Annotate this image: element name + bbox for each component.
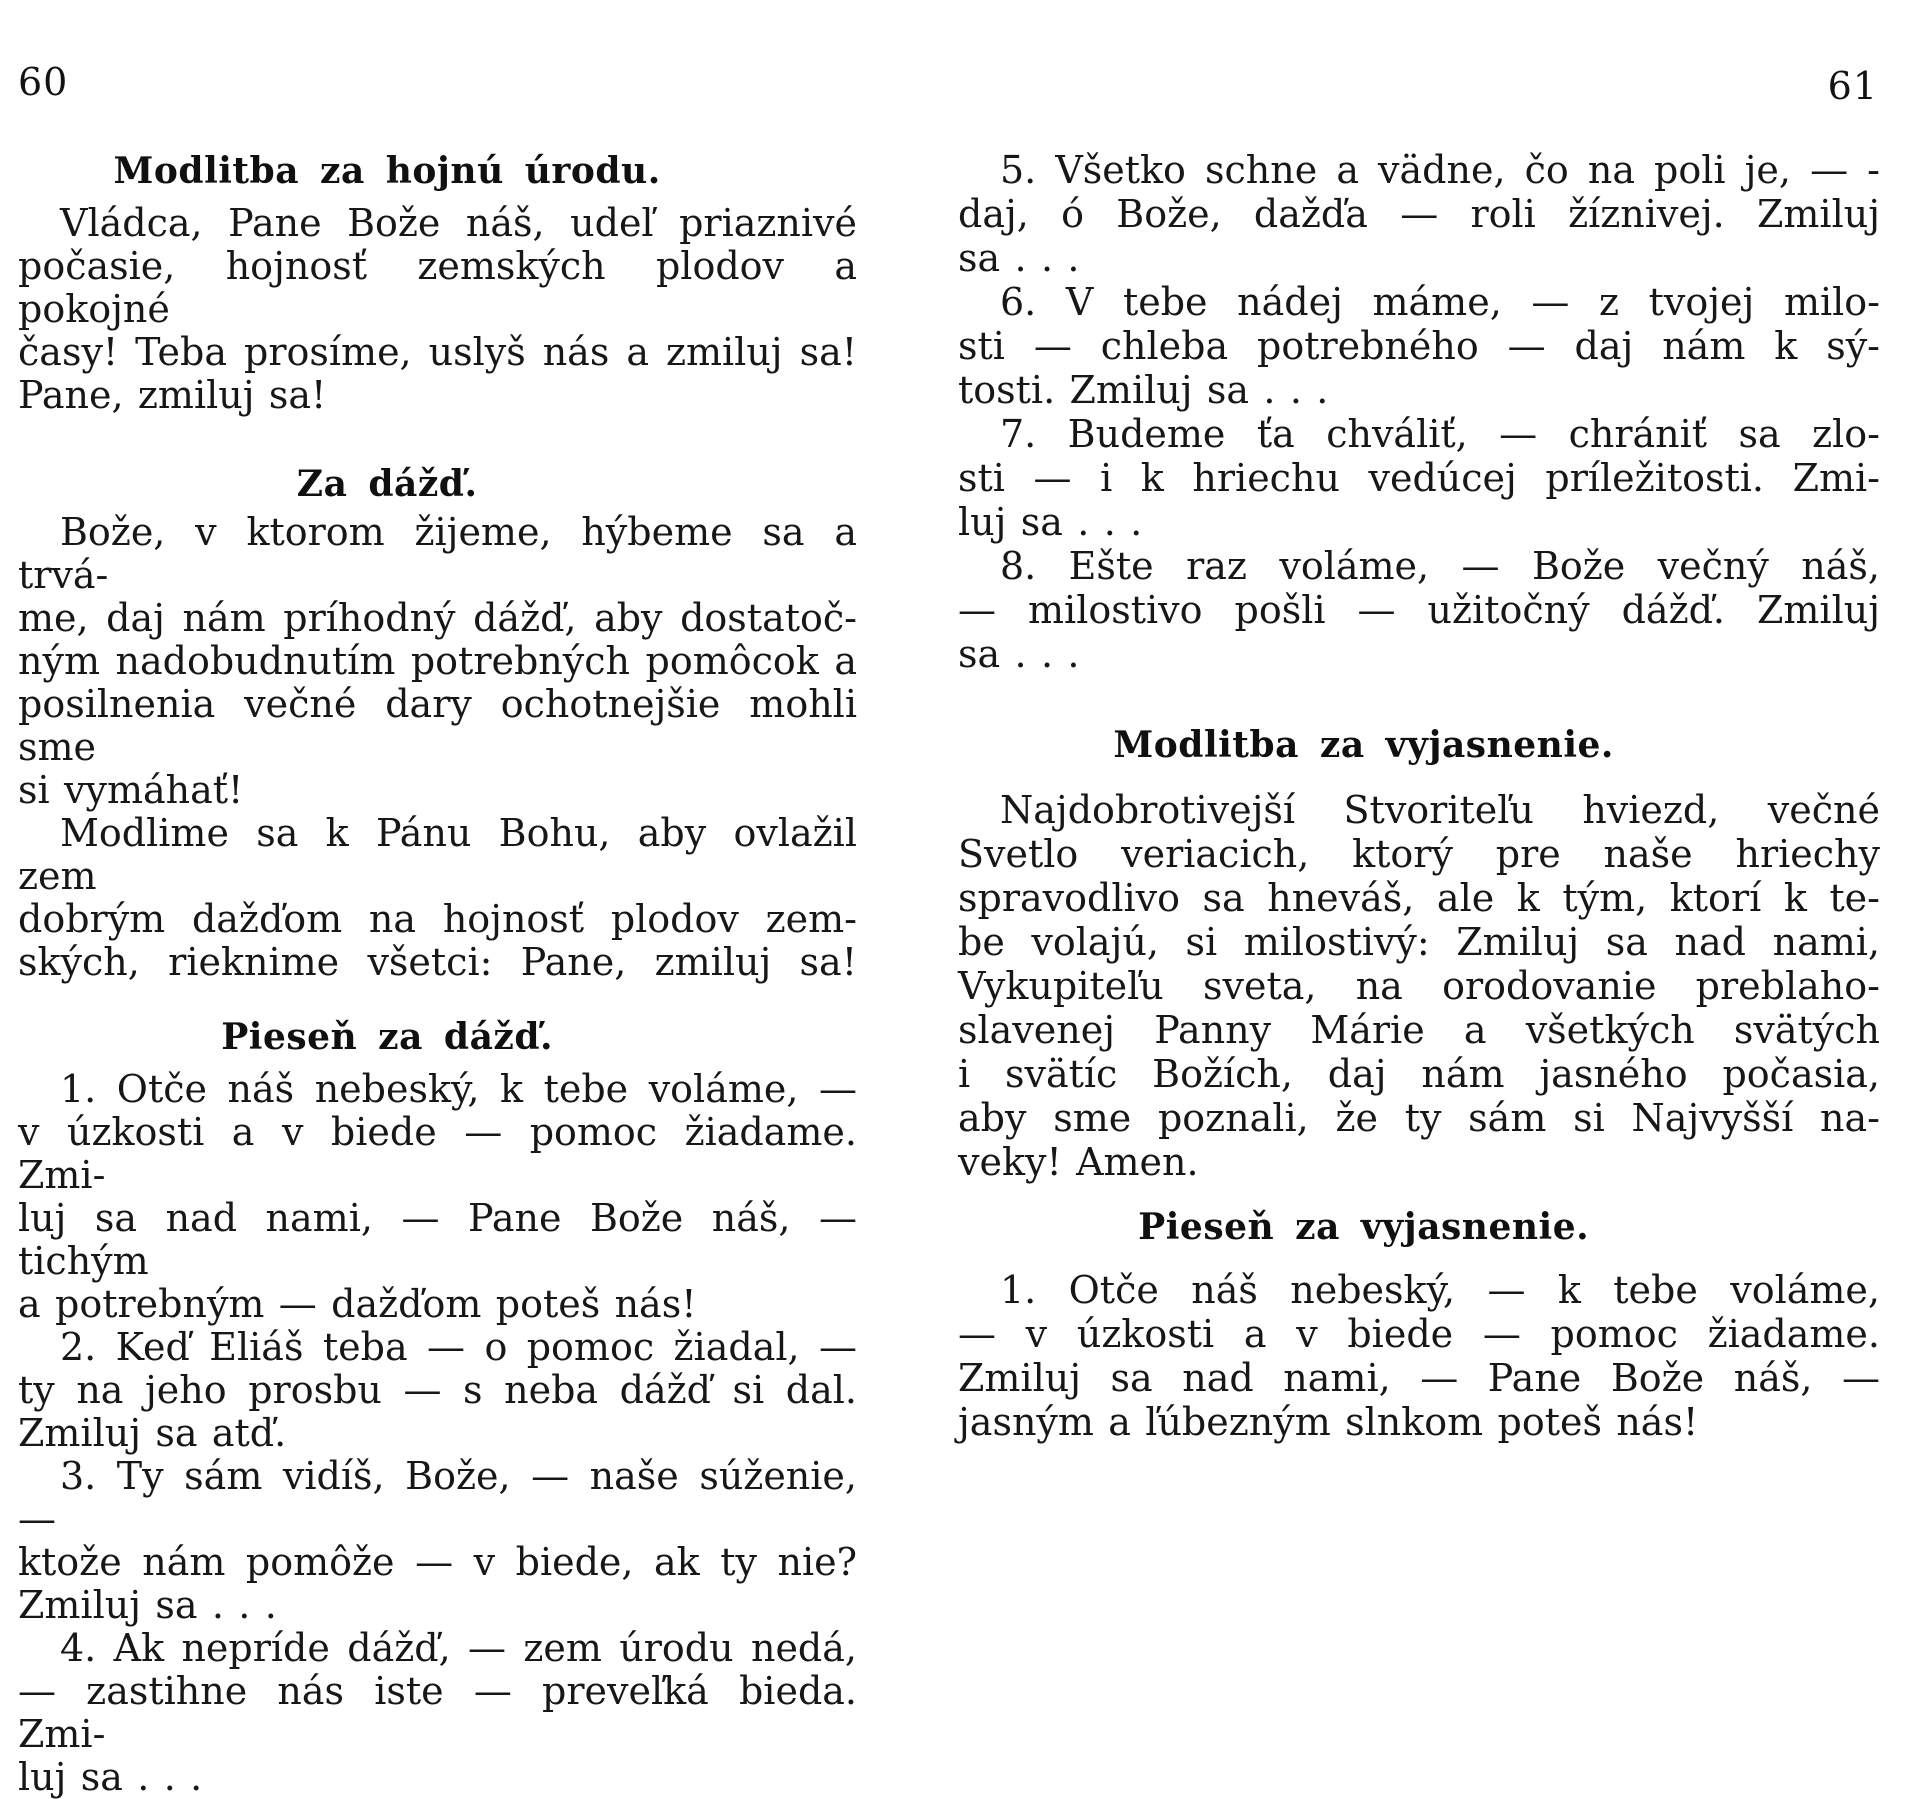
text-line: veky! Amen.: [958, 1140, 1199, 1184]
text-line: dobrým dažďom na hojnosť plodov zem-: [18, 897, 857, 941]
verse: [18, 1326, 857, 1455]
text-line: Najdobrotivejší Stvoriteľu hviezd, večné: [1000, 788, 1880, 832]
verse: [958, 148, 1880, 280]
text-line: slavenej Panny Márie a všetkých svätých: [958, 1008, 1880, 1052]
section-heading-song-for-clearing: Pieseň za vyjasnenie.: [1138, 1206, 1590, 1248]
text-line: počasie, hojnosť zemských plodov a pokojné: [18, 244, 857, 331]
text-line: — zastihne nás iste — preveľká bieda. Zmi-: [18, 1669, 857, 1756]
text-line: tosti. Zmiluj sa . . .: [958, 368, 1329, 412]
text-line: 3. Ty sám vidíš, Bože, — naše súženie, —: [18, 1454, 857, 1541]
text-line: a potrebným — dažďom poteš nás!: [18, 1282, 697, 1326]
text-line: Zmiluj sa . . .: [18, 1583, 277, 1627]
text-line: ty na jeho prosbu — s neba dážď si dal.: [18, 1368, 857, 1412]
text-line: 7. Budeme ťa chváliť, — chrániť sa zlo-: [1000, 412, 1880, 456]
paragraph: [18, 511, 857, 812]
paragraph: [18, 202, 857, 417]
text-line: be volajú, si milostivý: Zmiluj sa nad nami,: [958, 920, 1880, 964]
verse: [18, 1455, 857, 1627]
text-line: posilnenia večné dary ochotnejšie mohli sme: [18, 682, 857, 769]
text-line: sa . . .: [958, 632, 1080, 676]
text-line: luj sa . . .: [958, 500, 1143, 544]
page-number-left: 60: [18, 60, 69, 104]
text-line: v úzkosti a v biede — pomoc žiadame. Zmi-: [18, 1110, 857, 1197]
text-line: — v úzkosti a v biede — pomoc žiadame.: [958, 1312, 1880, 1356]
text-line: Modlime sa k Pánu Bohu, aby ovlažil zem: [18, 811, 857, 898]
verse: [18, 1068, 857, 1326]
text-line: ských, rieknime všetci: Pane, zmiluj sa!: [18, 940, 857, 984]
text-line: si vymáhať!: [18, 768, 244, 812]
text-line: Bože, v ktorom žijeme, hýbeme sa a trvá-: [18, 510, 857, 597]
verse: [958, 1268, 1880, 1444]
verse: [958, 412, 1880, 544]
text-line: Vykupiteľu sveta, na orodovanie preblaho-: [958, 964, 1880, 1008]
text-line: luj sa . . .: [18, 1755, 203, 1799]
left-page: [18, 0, 857, 1799]
verse: [958, 544, 1880, 676]
text-line: 6. V tebe nádej máme, — z tvojej milo-: [1000, 280, 1880, 324]
text-line: 5. Všetko schne a vädne, čo na poli je, — -: [1000, 148, 1880, 192]
text-line: 4. Ak nepríde dážď, — zem úrodu nedá,: [60, 1626, 857, 1670]
text-line: me, daj nám príhodný dážď, aby dostatoč-: [18, 596, 857, 640]
text-line: časy! Teba prosíme, uslyš nás a zmiluj sa!: [18, 330, 857, 374]
text-line: Vládca, Pane Bože náš, udeľ priaznivé: [60, 201, 857, 245]
verse: [18, 1627, 857, 1799]
text-line: spravodlivo sa hneváš, ale k tým, ktorí k te-: [958, 876, 1880, 920]
paragraph: [18, 812, 857, 984]
text-line: 2. Keď Eliáš teba — o pomoc žiadal, —: [60, 1325, 857, 1369]
page-number-right: 61: [1827, 64, 1878, 108]
text-line: sa . . .: [958, 236, 1080, 280]
text-line: ným nadobudnutím potrebných pomôcok a: [18, 639, 857, 683]
text-line: 1. Otče náš nebeský, — k tebe voláme,: [1000, 1268, 1880, 1312]
text-line: i svätíc Božích, daj nám jasného počasia,: [958, 1052, 1880, 1096]
text-line: aby sme poznali, že ty sám si Najvyšší na-: [958, 1096, 1880, 1140]
text-line: jasným a ľúbezným slnkom poteš nás!: [958, 1400, 1699, 1444]
text-line: 1. Otče náš nebeský, k tebe voláme, —: [60, 1067, 857, 1111]
text-line: — milostivo pošli — užitočný dážď. Zmiluj: [958, 588, 1880, 632]
verse: [958, 280, 1880, 412]
section-heading-for-rain: Za dážď.: [296, 463, 478, 505]
section-heading-song-for-rain: Pieseň za dážď.: [221, 1016, 554, 1058]
text-line: 8. Ešte raz voláme, — Bože večný náš,: [1000, 544, 1880, 588]
text-line: sti — i k hriechu vedúcej príležitosti. Zmi-: [958, 456, 1880, 500]
text-line: ktože nám pomôže — v biede, ak ty nie?: [18, 1540, 857, 1584]
section-heading-clearing-prayer: Modlitba za vyjasnenie.: [1113, 724, 1614, 766]
text-line: sti — chleba potrebného — daj nám k sý-: [958, 324, 1880, 368]
text-line: daj, ó Bože, dažďa — roli žíznivej. Zmiluj: [958, 192, 1880, 236]
section-heading-harvest-prayer: Modlitba za hojnú úrodu.: [113, 150, 661, 192]
text-line: Zmiluj sa nad nami, — Pane Bože náš, —: [958, 1356, 1880, 1400]
right-page: [958, 0, 1880, 1444]
text-line: Svetlo veriacich, ktorý pre naše hriechy: [958, 832, 1880, 876]
paragraph: [958, 788, 1880, 1184]
text-line: luj sa nad nami, — Pane Bože náš, — tichým: [18, 1196, 857, 1283]
text-line: Zmiluj sa atď.: [18, 1411, 287, 1455]
text-line: Pane, zmiluj sa!: [18, 373, 327, 417]
